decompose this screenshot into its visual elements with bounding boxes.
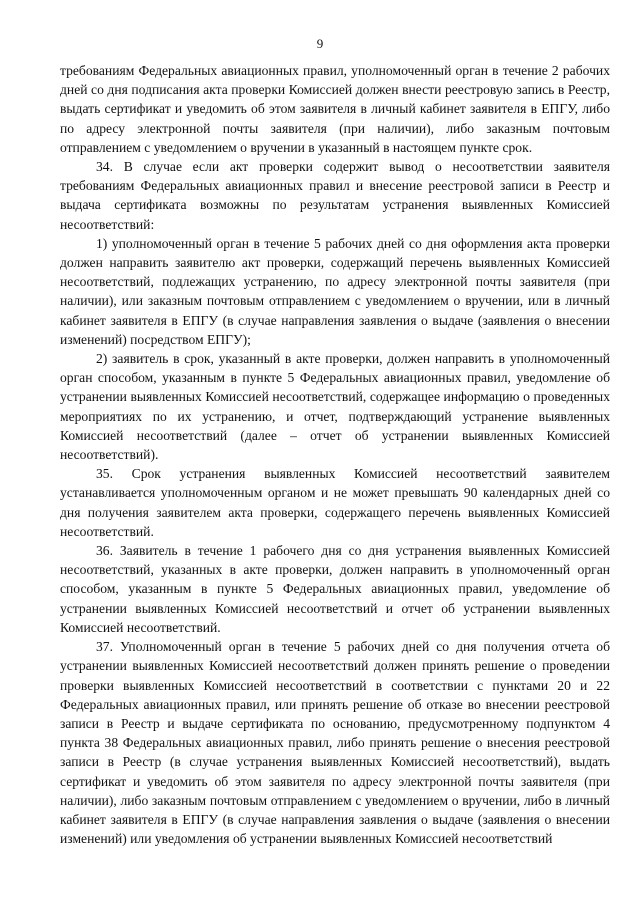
- paragraph-continuation: требованиям Федеральных авиационных правил, уполномоченный орган в течение 2 рабочих дней со дня подписания акта проверки Комиссией должен внести реестровую запись в Реестр, выдать сертификат и уведомить об этом заявителя в личный кабинет заявителя в ЕПГУ, либо по адресу электронной почты заявителя (при наличии), либо заказным почтовым отправлением с уведомлением о вручении в указанный в настоящем пункте срок.: [60, 63, 610, 155]
- paragraph-34: 34. В случае если акт проверки содержит вывод о несоответствии заявителя требованиям Федеральных авиационных правил и внесение реестровой записи в Реестр и выдача сертификата возможны по результатам устранения выявленных Комиссией несоответствий:: [60, 159, 610, 232]
- paragraph-36: 36. Заявитель в течение 1 рабочего дня со дня устранения выявленных Комиссией несоответствий, указанных в акте проверки, должен направить в уполномоченный орган способом, указанным в пункте 5 Федеральных авиационных правил, уведомление об устранении выявленных Комиссией несоответствий и отчет об устранении выявленных Комиссией несоответствий.: [60, 543, 610, 635]
- paragraph-34-item-2: 2) заявитель в срок, указанный в акте проверки, должен направить в уполномоченный орган способом, указанным в пункте 5 Федеральных авиационных правил, уведомление об устранении выявленных Комиссией несоответствий, содержащее информацию о проведенных мероприятиях по их устранению, и отчет, подтверждающий устранение выявленных Комиссией несоответствий (далее – отчет об устранении выявленных Комиссией несоответствий).: [60, 351, 610, 463]
- paragraph-37: 37. Уполномоченный орган в течение 5 рабочих дней со дня получения отчета об устранении выявленных Комиссией несоответствий должен принять решение о проведении проверки выявленных Комиссией несоответствий в соответствии с пунктами 20 и 22 Федеральных авиационных правил, или принять решение об отказе во внесении реестровой записи в Реестр и выдаче сертификата по основанию, предусмотренному подпунктом 4 пункта 38 Федеральных авиационных правил, либо принять решение о внесения реестровой записи в Реестр (в случае устранения выявленных Комиссией несоответствий), выдать сертификат и уведомить об этом заявителя по адресу электронной почты заявителя (при наличии), либо заказным почтовым отправлением с уведомлением о вручении, либо в личный кабинет заявителя в ЕПГУ (в случае направления заявления о выдаче (заявления о внесении изменений) или уведомления об устранении выявленных Комиссией несоответствий: [60, 639, 610, 847]
- paragraph-34-item-1: 1) уполномоченный орган в течение 5 рабочих дней со дня оформления акта проверки должен направить заявителю акт проверки, содержащий перечень выявленных Комиссией несоответствий, подлежащих устранению, по адресу электронной почты заявителя (при наличии), или заказным почтовым отправлением с уведомлением о вручении, или в личный кабинет заявителя в ЕПГУ (в случае направления заявления о выдаче (заявления о внесении изменений) посредством ЕПГУ);: [60, 235, 610, 347]
- paragraph-35: 35. Срок устранения выявленных Комиссией несоответствий заявителем устанавливается уполномоченным органом и не может превышать 90 календарных дней со дня получения заявителем акта проверки, содержащего перечень выявленных Комиссией несоответствий.: [60, 466, 610, 539]
- document-body: [60, 61, 610, 848]
- page-number: 9: [316, 36, 324, 51]
